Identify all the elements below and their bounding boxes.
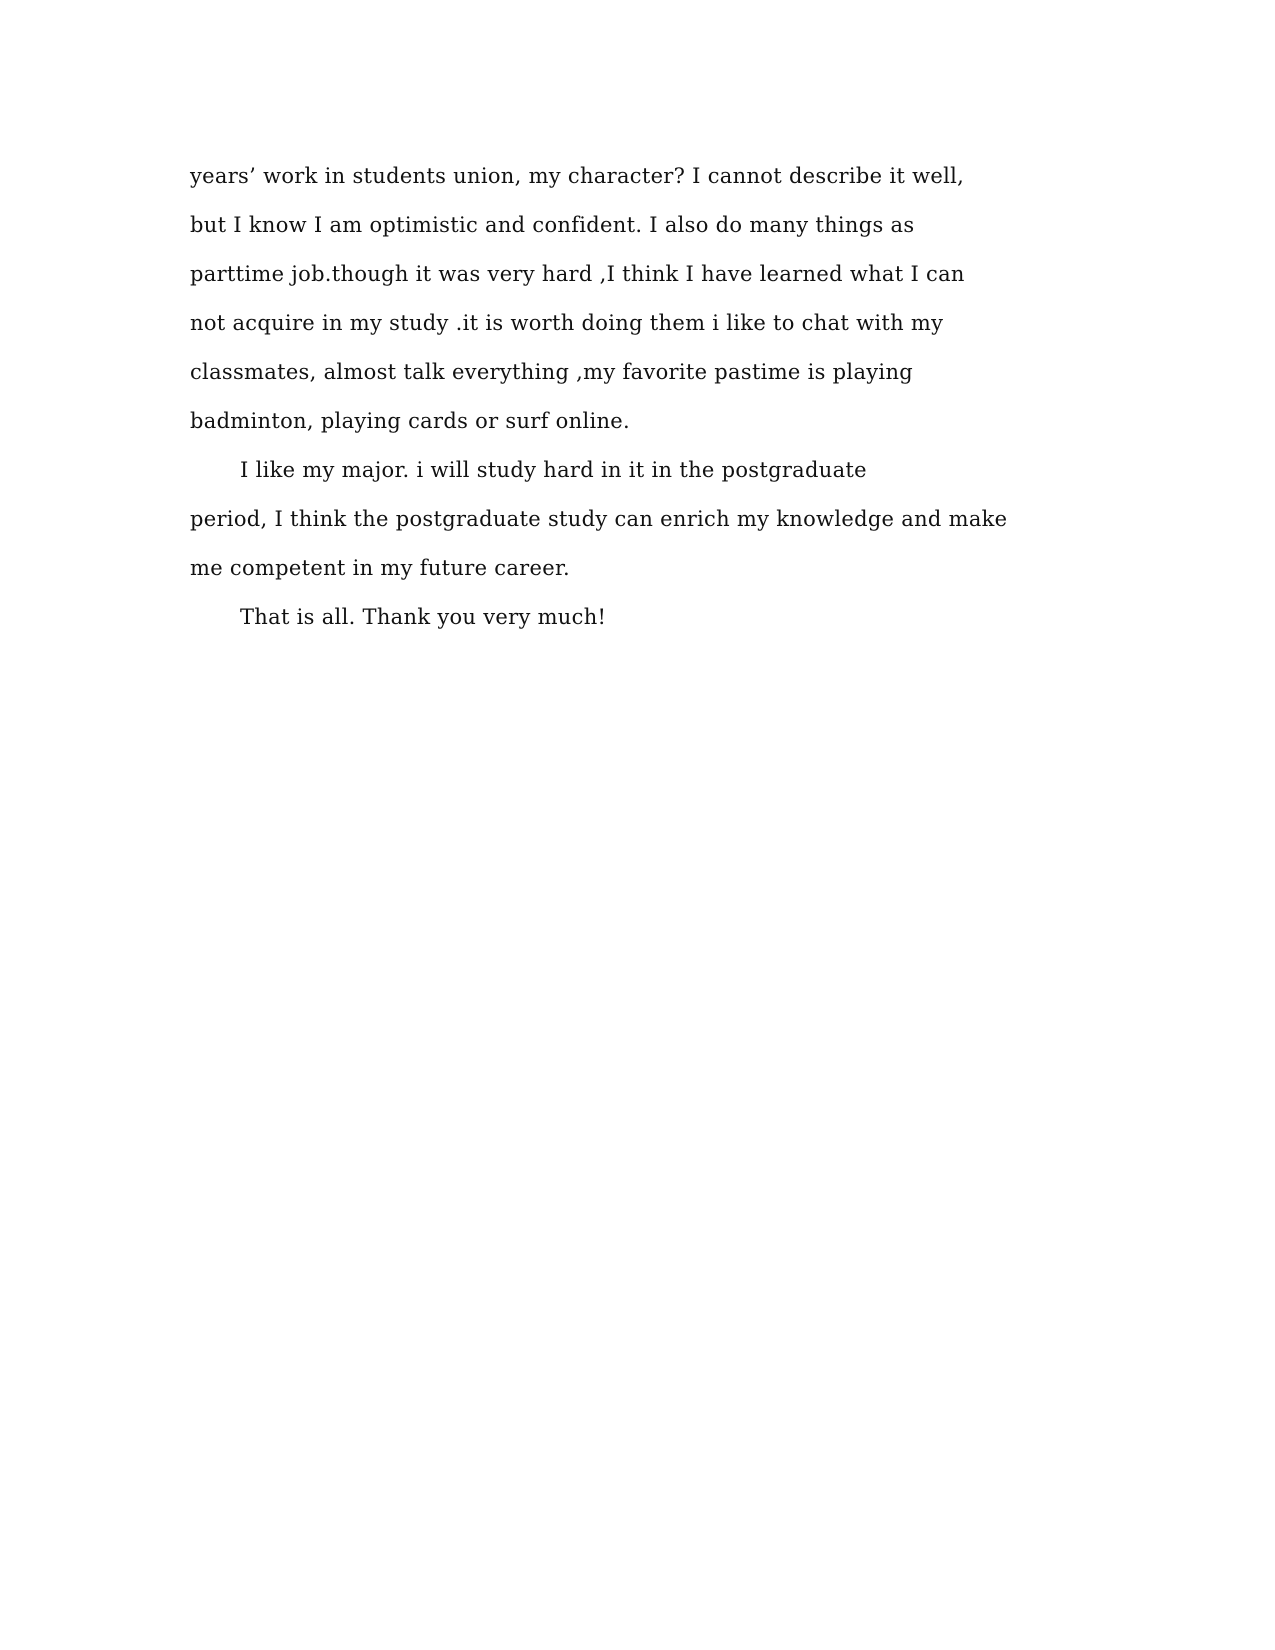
text-line: period, I think the postgraduate study can enrich my knowledge and make [190, 507, 1008, 531]
document-body [190, 158, 1090, 648]
text-line: classmates, almost talk everything ,my favorite pastime is playing [190, 360, 914, 384]
text-line: That is all. Thank you very much! [240, 605, 607, 629]
paragraph-1 [190, 158, 1090, 452]
text-line: years’ work in students union, my character? I cannot describe it well, [190, 164, 965, 188]
text-line: not acquire in my study .it is worth doing them i like to chat with my [190, 311, 944, 335]
text-line: badminton, playing cards or surf online. [190, 409, 631, 433]
text-line: I like my major. i will study hard in it in the postgraduate [240, 458, 867, 482]
text-line: me competent in my future career. [190, 556, 570, 580]
text-line: but I know I am optimistic and confident. I also do many things as [190, 213, 915, 237]
paragraph-2 [190, 452, 1090, 599]
text-line: parttime job.though it was very hard ,I think I have learned what I can [190, 262, 965, 286]
paragraph-3 [190, 599, 1090, 648]
